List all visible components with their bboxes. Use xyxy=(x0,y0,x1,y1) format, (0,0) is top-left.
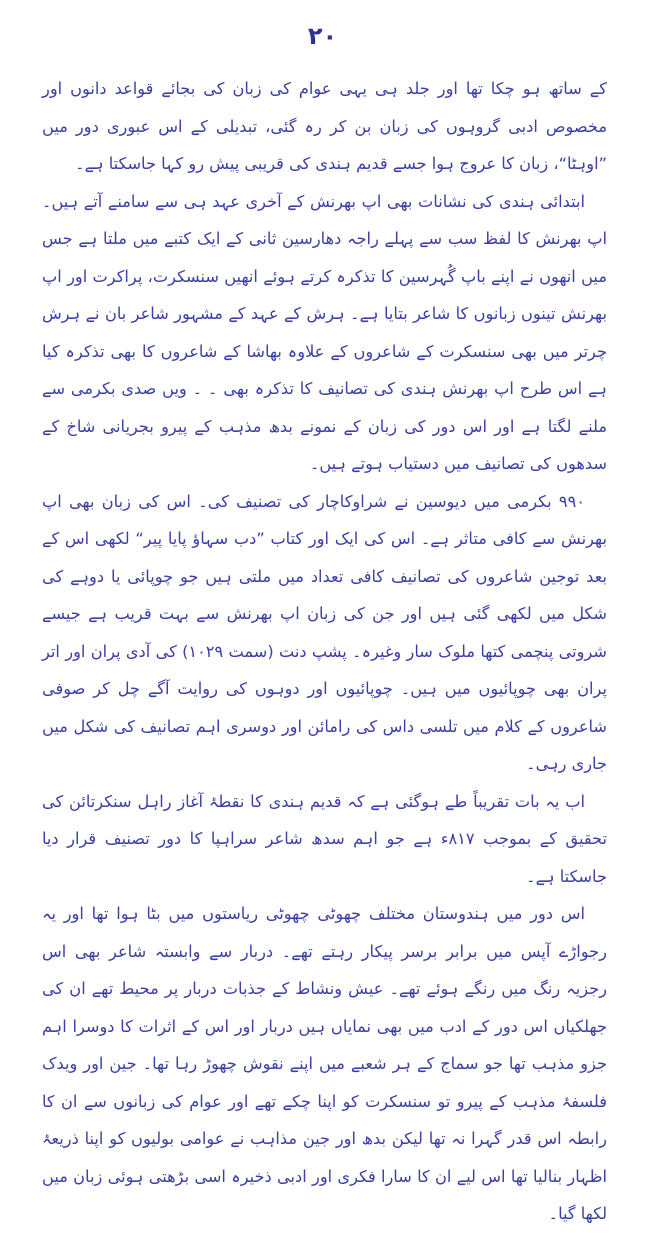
paragraph-4: اب یہ بات تقریباً طے ہوگئی ہے کہ قدیم ہندی کا نقطۂ آغاز راہل سنکرتائن کی تحقیق کے بموجب ۸۱۷ء ہے جو اہم سدھ شاعر سراہپا کا دور تصنیف قرار دیا جاسکتا ہے۔ xyxy=(42,791,607,886)
page-body xyxy=(42,70,607,1233)
paragraph-1: کے ساتھ ہو چکا تھا اور جلد ہی یہی عوام کی زبان کی بجائے قواعد دانوں اور مخصوص ادبی گروہوں کی زبان بن کر رہ گئی، تبدیلی کے اس عبوری دور میں ”اوہٹا“، زبان کا عروج ہوا جسے قدیم ہندی کی قریبی پیش رو کہا جاسکتا ہے۔ xyxy=(42,79,607,173)
paragraph-2: ابتدائی ہندی کی نشانات بھی اپ بھرنش کے آخری عہد ہی سے سامنے آتے ہیں۔ اپ بھرنش کا لفظ سب سے پہلے راجہ دھارسین ثانی کے ایک کتبے میں ملتا ہے جس میں انھوں نے اپنے باپ گُہرسین کا تذکرہ کرتے ہوئے انھیں سنسکرت، پراکرت اور اپ بھرنش تینوں زبانوں کا شاعر بتایا ہے۔ ہرش کے عہد کے مشہور شاعر بان نے ہرش چرتر میں بھی سنسکرت کے شاعروں کے علاوہ بھاشا کے شاعروں کا بھی تذکرہ کیا ہے اس طرح اپ بھرنش ہندی کی تصانیف کا تذکرہ بھی ۔ ۔ ویں صدی بکرمی سے ملنے لگتا ہے اور اس دور کی زبان کے نمونے بدھ مذہب کے پیرو بجریانی شاخ کے سدھوں کی تصانیف میں دستیاب ہوتے ہیں۔ xyxy=(42,191,607,473)
page-number: ۲۰ xyxy=(307,22,338,50)
paragraph-3: ۹۹۰ بکرمی میں دیوسین نے شراوکاچار کی تصنیف کی۔ اس کی زبان بھی اپ بھرنش سے کافی متاثر ہے۔ اس کی ایک اور کتاب ”دب سہاؤ پایا پیر“ لکھی اس کے بعد توجین شاعروں کی تصانیف کافی تعداد میں ملتی ہیں جو چوپائی یا دوہے کی شکل میں لکھی گئی ہیں اور جن کی زبان اپ بھرنش سے بہت قریب ہے جیسے شروتی پنچمی کتھا ملوک سار وغیرہ۔ پشپ دنت (سمت ۱۰۲۹) کی آدی پران اور اتر پران بھی چوپائیوں میں ہیں۔ چوپائیوں اور دوہوں کی روایت آگے چل کر صوفی شاعروں کے کلام میں تلسی داس کی رامائن اور دوسری اہم تصانیف کی شکل میں جاری رہی۔ xyxy=(42,491,607,773)
paragraph-5: اس دور میں ہندوستان مختلف چھوٹی چھوٹی ریاستوں میں بٹا ہوا تھا اور یہ رجواڑے آپس میں برابر برسر پیکار رہتے تھے۔ دربار سے وابستہ شاعر بھی اس رجزیہ رنگ میں رنگے ہوئے تھے۔ عیش ونشاط کے جذبات دربار پر محیط تھے ان کی جھلکیاں اس دور کے ادب میں بھی نمایاں ہیں دربار اور اس کے اثرات کا دوسرا اہم جزو مذہب تھا جو سماج کے ہر شعبے میں اپنے نقوش چھوڑ رہا تھا۔ جین اور ویدک فلسفۂ مذہب کے پیرو تو سنسکرت کو اپنا چکے تھے اور عوام کی زبانوں سے ان کا رابطہ اس قدر گہرا نہ تھا لیکن بدھ اور جین مذاہب نے عوامی بولیوں کو اپنا ذریعۂ اظہار بنالیا تھا اس لیے ان کا سارا فکری اور ادبی ذخیرہ اسی بڑھتی ہوئی زبان میں لکھا گیا۔ xyxy=(42,904,607,1223)
